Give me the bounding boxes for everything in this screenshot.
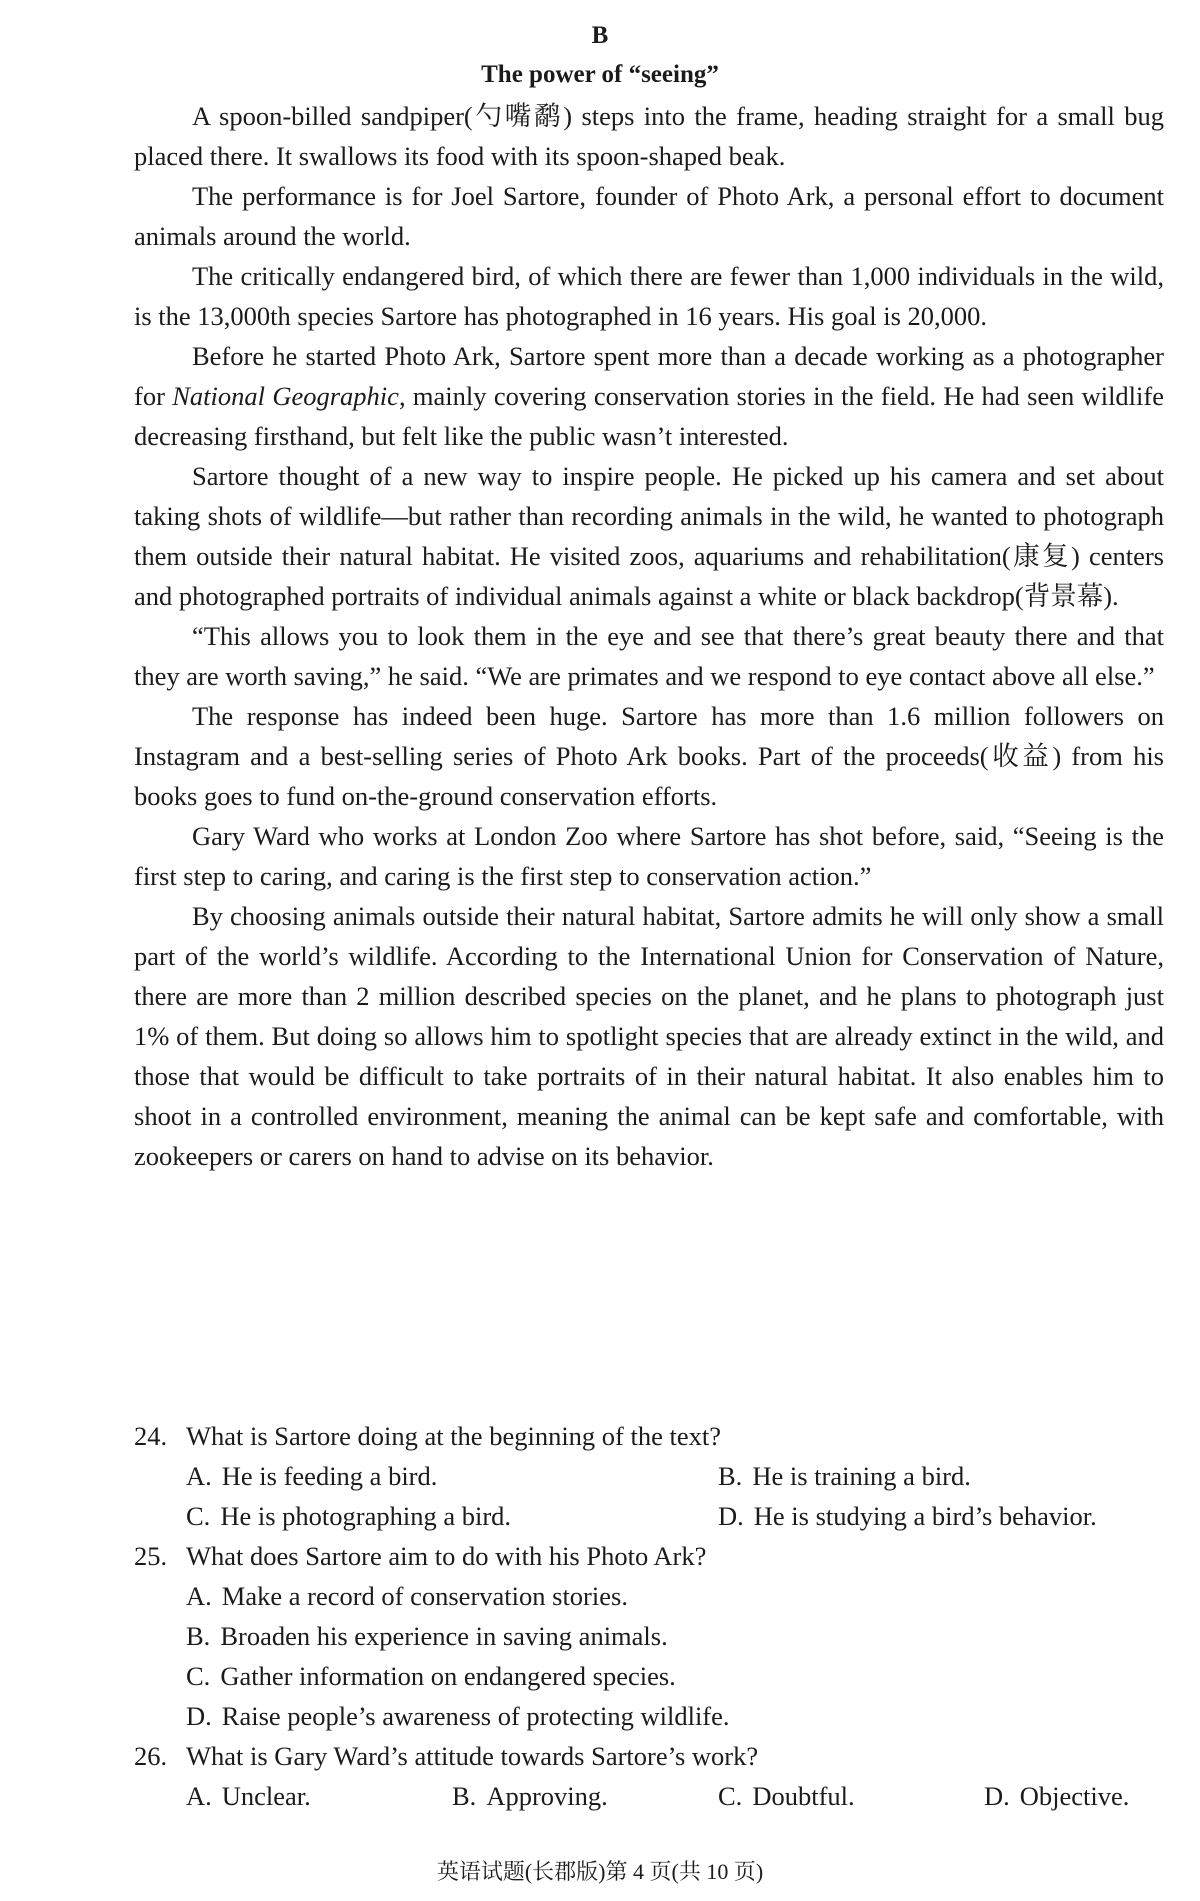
paragraph-4-before: Before he started Photo Ark, Sartore spent more than a decade working as a photographer for (134, 341, 1164, 411)
question-25 (134, 1536, 1164, 1736)
question-26 (134, 1736, 1164, 1816)
paragraph-1: A spoon-billed sandpiper(勺嘴鹬) steps into the frame, heading straight for a small bug placed there. It swallows its food with its spoon-shaped beak. (134, 101, 1164, 171)
option-a[interactable]: A. He is feeding a bird. (186, 1461, 438, 1491)
option-c[interactable]: C. He is photographing a bird. (186, 1501, 512, 1531)
paragraph-4-after: , mainly covering conservation stories in the field. He had seen wildlife decreasing firsthand, but felt like the public wasn’t interested. (134, 381, 1164, 451)
paragraph-6: “This allows you to look them in the eye and see that there’s great beauty there and that they are worth saving,” he said. “We are primates and we respond to eye contact above all else.” (134, 621, 1164, 691)
passage-body (134, 96, 1164, 1176)
question-number: 24. (134, 1421, 168, 1451)
paragraph-2: The performance is for Joel Sartore, founder of Photo Ark, a personal effort to document animals around the world. (134, 181, 1164, 251)
option-c[interactable]: C. Gather information on endangered species. (186, 1661, 676, 1691)
page-footer: 英语试题(长郡版)第 4 页(共 10 页) (436, 1859, 764, 1884)
option-b[interactable]: B. Broaden his experience in saving animals. (186, 1621, 668, 1651)
question-text: What does Sartore aim to do with his Photo Ark? (186, 1541, 707, 1571)
question-stem (134, 1536, 1164, 1576)
options (134, 1776, 1164, 1816)
question-24 (134, 1416, 1164, 1536)
paragraph-3: The critically endangered bird, of which there are fewer than 1,000 individuals in the wild, is the 13,000th species Sartore has photographed in 16 years. His goal is 20,000. (134, 261, 1164, 331)
options (134, 1456, 1164, 1536)
questions-block (134, 1416, 1164, 1816)
option-a[interactable]: A. Make a record of conservation stories. (186, 1581, 628, 1611)
question-text: What is Gary Ward’s attitude towards Sartore’s work? (186, 1741, 759, 1771)
option-d[interactable]: D. Raise people’s awareness of protecting wildlife. (186, 1701, 730, 1731)
option-a[interactable]: A. Unclear. (186, 1781, 311, 1811)
paragraph-4 (134, 336, 1164, 456)
options (134, 1576, 1164, 1736)
option-d[interactable]: D. Objective. (984, 1781, 1130, 1811)
paragraph-9: By choosing animals outside their natural habitat, Sartore admits he will only show a small part of the world’s wildlife. According to the International Union for Conservation of Nature, there are more than 2 million described species on the planet, and he plans to photograph just 1% of them. But doing so allows him to spotlight species that are already extinct in the wild, and those that would be difficult to take portraits of in their natural habitat. It also enables him to shoot in a controlled environment, meaning the animal can be kept safe and comfortable, with zookeepers or carers on hand to advise on its behavior. (134, 901, 1164, 1171)
question-stem (134, 1736, 1164, 1776)
option-b[interactable]: B. He is training a bird. (718, 1461, 971, 1491)
paragraph-5: Sartore thought of a new way to inspire people. He picked up his camera and set about taking shots of wildlife—but rather than recording animals in the wild, he wanted to photograph them outside their natural habitat. He visited zoos, aquariums and rehabilitation(康复) centers and photographed portraits of individual animals against a white or black backdrop(背景幕). (134, 461, 1164, 611)
option-b[interactable]: B. Approving. (452, 1781, 608, 1811)
passage-title: The power of “seeing” (481, 61, 719, 88)
question-text: What is Sartore doing at the beginning of the text? (186, 1421, 722, 1451)
paragraph-7: The response has indeed been huge. Sartore has more than 1.6 million followers on Instagram and a best-selling series of Photo Ark books. Part of the proceeds(收益) from his books goes to fund on-the-ground conservation efforts. (134, 701, 1164, 811)
question-number: 25. (134, 1541, 168, 1571)
paragraph-8: Gary Ward who works at London Zoo where Sartore has shot before, said, “Seeing is the first step to caring, and caring is the first step to conservation action.” (134, 821, 1164, 891)
section-letter: B (591, 22, 609, 49)
option-c[interactable]: C. Doubtful. (718, 1781, 855, 1811)
option-d[interactable]: D. He is studying a bird’s behavior. (718, 1501, 1097, 1531)
question-number: 26. (134, 1741, 168, 1771)
publication-name: National Geographic (172, 381, 399, 411)
question-stem (134, 1416, 1164, 1456)
